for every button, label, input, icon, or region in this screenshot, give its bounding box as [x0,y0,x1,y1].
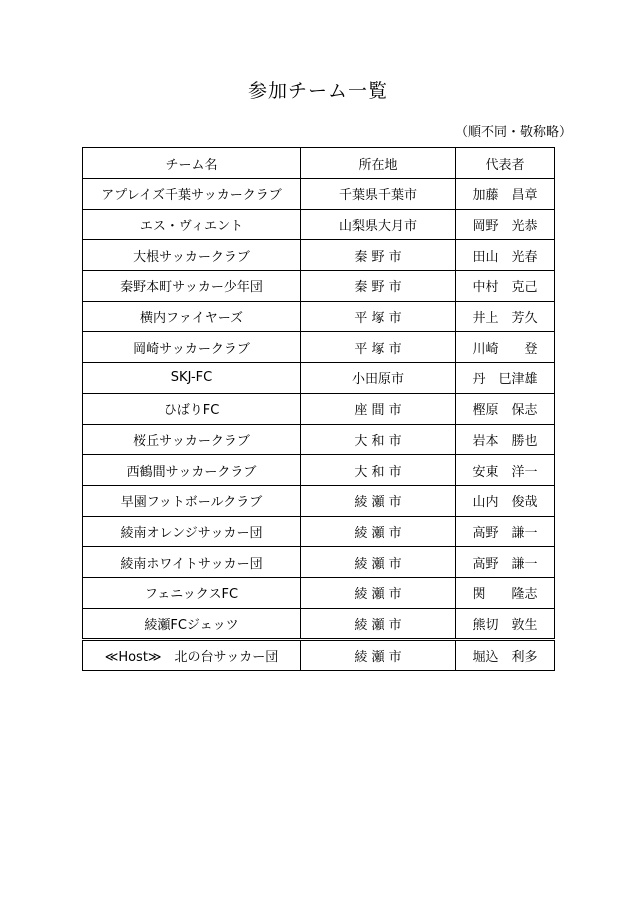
table-row [83,485,555,516]
team-location: 大 和 市 [301,424,456,455]
participant-table [82,147,555,671]
host-team-location: 綾 瀬 市 [301,640,456,671]
team-representative: 高野 謙一 [456,547,555,578]
team-location: 大 和 市 [301,455,456,486]
table-row [83,209,555,240]
team-location: 綾 瀬 市 [301,577,456,608]
team-name: 桜丘サッカークラブ [83,424,301,455]
team-location: 小田原市 [301,363,456,394]
table-row [83,608,555,640]
team-name: SKJ-FC [83,363,301,394]
team-name: フェニックスFC [83,577,301,608]
team-name: 綾南オレンジサッカー団 [83,516,301,547]
team-name: 西鶴間サッカークラブ [83,455,301,486]
team-location: 平 塚 市 [301,301,456,332]
team-representative: 関 隆志 [456,577,555,608]
team-location: 秦 野 市 [301,271,456,302]
team-name: 大根サッカークラブ [83,240,301,271]
host-team-representative: 堀込 利多 [456,640,555,671]
table-row [83,240,555,271]
team-location: 座 間 市 [301,393,456,424]
table-row [83,455,555,486]
team-name: 横内ファイヤーズ [83,301,301,332]
team-representative: 岡野 光恭 [456,209,555,240]
team-name: 綾南ホワイトサッカー団 [83,547,301,578]
table-row [83,547,555,578]
team-location: 山梨県大月市 [301,209,456,240]
team-name: ひばりFC [83,393,301,424]
team-location: 秦 野 市 [301,240,456,271]
table-row [83,332,555,363]
team-location: 平 塚 市 [301,332,456,363]
team-name: 早園フットボールクラブ [83,485,301,516]
page-title: 参加チーム一覧 [247,80,388,102]
team-name: アプレイズ千葉サッカークラブ [83,179,301,210]
header-row [83,148,555,179]
team-representative: 安東 洋一 [456,455,555,486]
team-name: 綾瀬FCジェッツ [83,608,301,640]
table-row [83,577,555,608]
team-representative: 岩本 勝也 [456,424,555,455]
team-representative: 樫原 保志 [456,393,555,424]
header-team: チーム名 [83,148,301,179]
team-representative: 井上 芳久 [456,301,555,332]
team-representative: 川崎 登 [456,332,555,363]
table-row [83,516,555,547]
host-team-row [83,640,555,671]
table-row [83,424,555,455]
team-representative: 加藤 昌章 [456,179,555,210]
team-representative: 中村 克己 [456,271,555,302]
team-location: 千葉県千葉市 [301,179,456,210]
table-row [83,363,555,394]
team-representative: 丹 巳津雄 [456,363,555,394]
team-location: 綾 瀬 市 [301,547,456,578]
team-name: エス・ヴィエント [83,209,301,240]
table-row [83,393,555,424]
order-note: （順不同・敬称略） [454,125,572,140]
table-row [83,301,555,332]
team-representative: 高野 謙一 [456,516,555,547]
host-team-name: ≪Host≫ 北の台サッカー団 [83,640,301,671]
team-representative: 田山 光春 [456,240,555,271]
header-representative: 代表者 [456,148,555,179]
team-location: 綾 瀬 市 [301,516,456,547]
team-name: 秦野本町サッカー少年団 [83,271,301,302]
header-location: 所在地 [301,148,456,179]
table-row [83,179,555,210]
team-location: 綾 瀬 市 [301,608,456,640]
table-row [83,271,555,302]
team-location: 綾 瀬 市 [301,485,456,516]
team-representative: 山内 俊哉 [456,485,555,516]
team-name: 岡崎サッカークラブ [83,332,301,363]
team-representative: 熊切 敦生 [456,608,555,640]
